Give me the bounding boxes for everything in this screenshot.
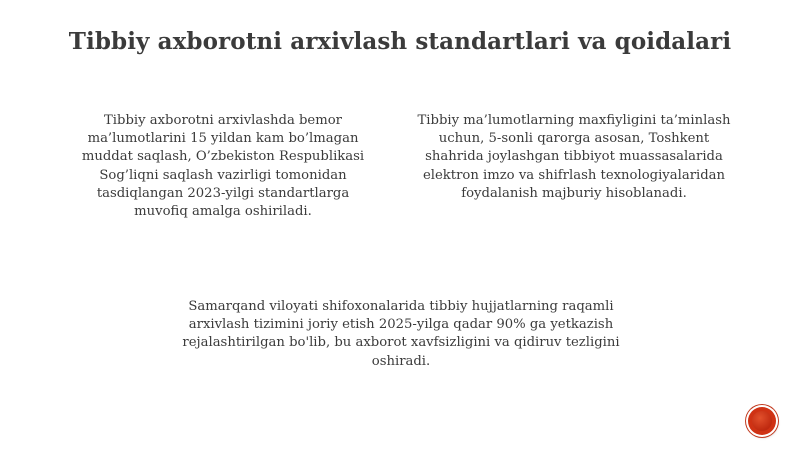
paragraph-right: Tibbiy ma’lumotlarning maxfiyligini ta’minlash uchun, 5-sonli qarorga asosan, Toshkent shahrida joylashgan tibbiyot muassasalarida elektron imzo va shifrlash texnologiyalaridan foydalanish majburiy hisoblanadi.: [417, 113, 731, 201]
paragraph-left: Tibbiy axborotni arxivlashda bemor ma’lumotlarini 15 yildan kam bo’lmagan muddat saqlash, O’zbekiston Respublikasi Sog’liqni saqlash vazirligi tomonidan tasdiqlangan 2023-yilgi standartlarga muvofiq amalga oshiriladi.: [81, 113, 365, 220]
slide-title: Tibbiy axborotni arxivlash standartlari va qoidalari: [68, 28, 732, 55]
red-circle-nav-icon[interactable]: [748, 407, 776, 435]
paragraph-bottom: Samarqand viloyati shifoxonalarida tibbiy hujjatlarning raqamli arxivlash tizimini joriy etish 2025-yilga qadar 90% ga yetkazish rejalashtirilgan bo'lib, bu axborot xavfsizligini va qidiruv tezligini oshiradi.: [182, 299, 620, 369]
